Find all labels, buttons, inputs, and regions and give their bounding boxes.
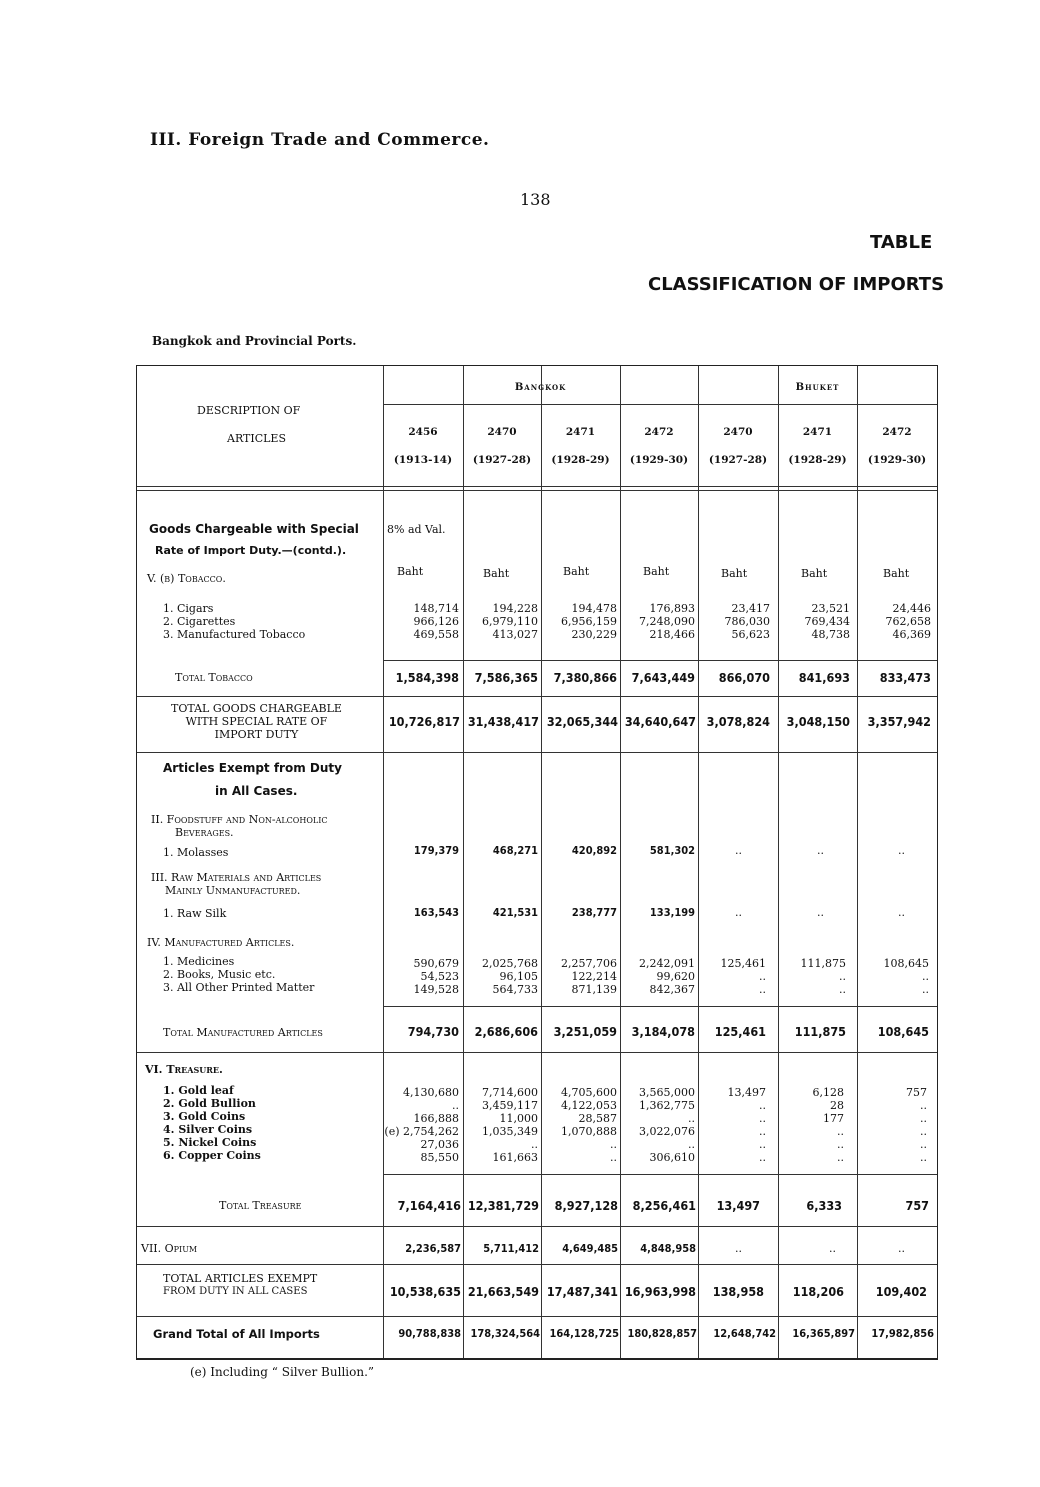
table-cell: .. [759,1138,766,1151]
table-cell: 48,738 [811,628,850,641]
table-cell: .. [837,1138,844,1151]
list-item: 5. Nickel Coins [163,1136,257,1149]
table-cell: 24,446 [892,602,931,615]
manuf-col-2 [463,957,538,996]
group-header-line [383,404,937,405]
table-cell: 842,367 [649,983,695,996]
manuf-col-3 [541,957,617,996]
tobacco-col-5 [698,602,770,641]
header-bottom-line-2 [137,490,937,491]
table-cell: 148,714 [413,602,459,615]
section-heading: III. Foreign Trade and Commerce. [150,130,490,150]
goods-special-title-1: Goods Chargeable with Special [149,522,359,536]
table-cell: 4,130,680 [403,1086,459,1099]
exempt-title-1: Articles Exempt from Duty [163,761,342,775]
tobacco-col-1 [383,602,459,641]
imports-table [136,365,938,1360]
manuf-heading: IV. Manufactured Articles. [147,936,295,949]
table-cell: 871,139 [571,983,617,996]
treasure-total-cell: 6,333 [806,1198,842,1213]
table-cell: .. [920,1125,927,1138]
grand-total-cell: 164,128,725 [549,1327,619,1340]
opium-cell: .. [829,1242,836,1255]
table-cell: .. [759,1125,766,1138]
col-period: (1928-29) [788,454,847,466]
tobacco-col-7 [857,602,931,641]
heading-line: III. Raw Materials and Articles [151,871,322,884]
unit-label: Baht [563,565,590,578]
footnote: (e) Including “ Silver Bullion.” [190,1365,375,1379]
raw-silk-cell: 421,531 [492,906,538,919]
table-cell: 28,587 [578,1112,617,1125]
table-cell: 4,122,053 [561,1099,617,1112]
table-cell: 2,242,091 [639,957,695,970]
table-cell: 1,362,775 [639,1099,695,1112]
unit-label: Baht [397,565,424,578]
grand-total-cell: 17,982,856 [871,1327,934,1340]
unit-label: Baht [801,567,828,580]
manuf-col-7 [857,957,929,996]
total-tobacco-cell: 7,586,365 [474,670,538,685]
table-cell: .. [759,970,766,983]
table-cell: (e) 2,754,262 [384,1125,459,1138]
rule [383,1174,937,1175]
molasses-cell: .. [735,844,742,857]
table-cell: 218,466 [649,628,695,641]
header-bottom-line [137,486,937,487]
raw-silk-cell: 238,777 [571,906,617,919]
treasure-total-cell: 12,381,729 [467,1198,539,1213]
list-item: 3. All Other Printed Matter [163,981,315,994]
table-label: TABLE [870,232,933,253]
treasure-col-7 [857,1086,927,1164]
manuf-items [163,955,314,994]
grand-total-cell: 90,788,838 [398,1327,461,1340]
treasure-total-cell: 757 [905,1198,929,1213]
col-period: (1928-29) [551,454,610,466]
table-cell: .. [920,1099,927,1112]
rule [137,1264,937,1265]
table-cell: 13,497 [727,1086,766,1099]
treasure-total-cell: 13,497 [716,1198,760,1213]
raw-silk-cell: .. [817,906,824,919]
label-line: TOTAL ARTICLES EXEMPT [163,1272,318,1285]
molasses-cell: .. [898,844,905,857]
table-cell: 96,105 [499,970,538,983]
total-exempt-cell: 109,402 [875,1284,927,1299]
list-item: 1. Medicines [163,955,235,968]
opium-cell: 5,711,412 [483,1242,539,1255]
table-cell: 6,979,110 [482,615,538,628]
col-period: (1929-30) [867,454,927,466]
group-bhuket: Bhuket [795,382,840,393]
manuf-col-1 [383,957,459,996]
label-line: IMPORT DUTY [214,728,299,741]
label-line: FROM DUTY IN ALL CASES [163,1286,308,1297]
table-cell: .. [837,1125,844,1138]
list-item: 4. Silver Coins [163,1123,253,1136]
goods-special-title-2: Rate of Import Duty.—(contd.). [155,544,347,557]
col-period: (1927-28) [708,454,768,466]
table-cell: 28 [830,1099,844,1112]
total-exempt-cell: 138,958 [712,1284,764,1299]
treasure-total-cell: 8,256,461 [632,1198,696,1213]
list-item: 1. Cigars [163,602,214,615]
table-cell: 590,679 [413,957,459,970]
total-tobacco-cell: 866,070 [718,670,770,685]
molasses-cell: 581,302 [649,844,695,857]
table-cell: 46,369 [892,628,931,641]
manuf-total-cell: 3,184,078 [631,1024,695,1039]
total-special-cell: 10,726,817 [388,714,460,729]
manuf-total-cell: 794,730 [407,1024,459,1039]
col-period: (1927-28) [472,454,532,466]
total-exempt-label [163,1272,317,1298]
table-cell: 769,434 [804,615,850,628]
table-cell: 6,956,159 [561,615,617,628]
table-cell: 7,714,600 [482,1086,538,1099]
tobacco-heading: V. (b) Tobacco. [147,572,226,585]
heading-line: Beverages. [175,826,234,839]
table-title: CLASSIFICATION OF IMPORTS [648,274,945,295]
table-cell: 413,027 [492,628,538,641]
list-item: 2. Books, Music etc. [163,968,276,981]
table-cell: 85,550 [420,1151,459,1164]
table-cell: 7,248,090 [639,615,695,628]
grand-total-cell: 12,648,742 [713,1327,776,1340]
manuf-total-cell: 2,686,606 [474,1024,538,1039]
total-tobacco-label: Total Tobacco [175,671,253,684]
table-cell: .. [839,983,846,996]
table-cell: .. [839,970,846,983]
total-tobacco-cell: 841,693 [798,670,850,685]
rule [137,1226,937,1227]
raw-silk-label: 1. Raw Silk [163,907,227,920]
treasure-col-2 [463,1086,538,1164]
table-cell: .. [759,1151,766,1164]
table-cell: 230,229 [571,628,617,641]
list-item: 3. Gold Coins [163,1110,246,1123]
table-cell: 2,025,768 [482,957,538,970]
total-exempt-cell: 21,663,549 [467,1284,539,1299]
ports-label: Bangkok and Provincial Ports. [152,334,357,348]
table-cell: 194,478 [571,602,617,615]
table-cell: 564,733 [492,983,538,996]
table-cell: 177 [823,1112,844,1125]
treasure-col-4 [620,1086,695,1164]
raw-silk-cell: .. [898,906,905,919]
unit-label: Baht [643,565,670,578]
tobacco-col-4 [620,602,695,641]
table-cell: .. [759,1112,766,1125]
manuf-total-label: Total Manufactured Articles [163,1026,323,1039]
col-period: (1913-14) [393,454,453,466]
tobacco-col-3 [541,602,617,641]
table-cell: 122,214 [571,970,617,983]
total-special-cell: 34,640,647 [624,714,696,729]
table-cell: .. [688,1138,695,1151]
table-cell: .. [922,983,929,996]
table-cell: 6,128 [812,1086,844,1099]
col-year: 2456 [408,426,438,438]
table-cell: 99,620 [656,970,695,983]
opium-cell: 2,236,587 [405,1242,461,1255]
list-item: 3. Manufactured Tobacco [163,628,306,641]
total-tobacco-cell: 7,643,449 [631,670,695,685]
table-cell: .. [920,1138,927,1151]
manuf-total-cell: 3,251,059 [553,1024,617,1039]
raw-silk-cell: .. [735,906,742,919]
col-period: (1929-30) [629,454,689,466]
manuf-col-5 [698,957,766,996]
table-cell: 108,645 [883,957,929,970]
raw-heading [151,871,321,897]
table-cell: 176,893 [649,602,695,615]
table-cell: 3,565,000 [639,1086,695,1099]
treasure-col-5 [698,1086,766,1164]
total-tobacco-cell: 7,380,866 [553,670,617,685]
table-cell: .. [837,1151,844,1164]
table-cell: 966,126 [413,615,459,628]
col-year: 2470 [487,426,517,438]
raw-silk-cell: 133,199 [649,906,695,919]
table-cell: 23,417 [731,602,770,615]
list-item: 2. Gold Bullion [163,1097,256,1110]
table-cell: .. [610,1151,617,1164]
table-cell: 56,623 [731,628,770,641]
molasses-label: 1. Molasses [163,846,229,859]
page-number: 138 [520,190,551,209]
col-year: 2472 [644,426,674,438]
exempt-title-2: in All Cases. [215,784,298,798]
table-cell: .. [920,1112,927,1125]
table-cell: .. [688,1112,695,1125]
opium-cell: .. [735,1242,742,1255]
unit-label: Baht [483,567,510,580]
opium-cell: 4,649,485 [562,1242,618,1255]
manuf-total-cell: 125,461 [714,1024,766,1039]
foodstuff-heading [151,813,328,839]
list-item: 6. Copper Coins [163,1149,261,1162]
grand-total-cell: 178,324,564 [470,1327,540,1340]
tobacco-col-6 [778,602,850,641]
table-cell: 306,610 [649,1151,695,1164]
table-cell: 111,875 [800,957,846,970]
table-cell: 54,523 [420,970,459,983]
molasses-cell: 420,892 [571,844,617,857]
label-line: WITH SPECIAL RATE OF [185,715,328,728]
table-cell: 786,030 [724,615,770,628]
total-special-cell: 3,078,824 [706,714,770,729]
total-tobacco-cell: 833,473 [879,670,931,685]
total-special-label [171,702,342,741]
grand-total-cell: 180,828,857 [627,1327,697,1340]
opium-cell: .. [898,1242,905,1255]
grand-total-cell: 16,365,897 [792,1327,855,1340]
table-cell: 3,459,117 [482,1099,538,1112]
opium-cell: 4,848,958 [640,1242,696,1255]
col-year: 2471 [802,426,833,438]
rate-note: 8% ad Val. [387,523,446,536]
raw-silk-cell: 163,543 [413,906,459,919]
table-cell: 3,022,076 [639,1125,695,1138]
total-special-cell: 3,048,150 [786,714,850,729]
tobacco-col-2 [463,602,538,641]
unit-label: Baht [721,567,748,580]
table-cell: 2,257,706 [561,957,617,970]
total-exempt-cell: 17,487,341 [546,1284,618,1299]
table-cell: 1,070,888 [561,1125,617,1138]
heading-line: II. Foodstuff and Non-alcoholic [151,813,328,826]
table-cell: 762,658 [885,615,931,628]
label-line: TOTAL GOODS CHARGEABLE [171,702,342,715]
col-year: 2472 [882,426,912,438]
table-cell: 125,461 [720,957,766,970]
total-tobacco-cell: 1,584,398 [395,670,459,685]
manuf-col-4 [620,957,695,996]
table-cell: .. [759,1099,766,1112]
table-cell: 166,888 [413,1112,459,1125]
manuf-total-cell: 108,645 [877,1024,929,1039]
header-description-2: ARTICLES [227,432,287,445]
treasure-col-6 [778,1086,844,1164]
table-cell: .. [759,983,766,996]
grand-total-label: Grand Total of All Imports [153,1327,320,1341]
molasses-cell: 468,271 [492,844,538,857]
col-year: 2470 [723,426,753,438]
table-cell: 1,035,349 [482,1125,538,1138]
table-cell: 194,228 [492,602,538,615]
manuf-total-cell: 111,875 [794,1024,846,1039]
table-cell: 469,558 [413,628,459,641]
table-cell: 757 [906,1086,927,1099]
rule [137,752,937,753]
rule [137,696,937,697]
list-item: 1. Gold leaf [163,1084,234,1097]
treasure-items [163,1084,261,1162]
treasure-heading: VI. Treasure. [145,1063,223,1076]
table-cell: .. [922,970,929,983]
rule [137,1316,937,1317]
unit-label: Baht [883,567,910,580]
table-cell: 149,528 [413,983,459,996]
table-cell: .. [610,1138,617,1151]
table-cell: 11,000 [499,1112,538,1125]
table-cell: 161,663 [492,1151,538,1164]
treasure-col-1 [377,1086,459,1164]
total-exempt-cell: 118,206 [792,1284,844,1299]
treasure-total-cell: 8,927,128 [554,1198,618,1213]
col-year: 2471 [565,426,596,438]
header-description-1: DESCRIPTION OF [197,404,301,417]
rule [383,1006,937,1007]
table-cell: .. [920,1151,927,1164]
molasses-cell: .. [817,844,824,857]
manuf-col-6 [778,957,846,996]
treasure-col-3 [541,1086,617,1164]
total-exempt-cell: 10,538,635 [389,1284,461,1299]
opium-label: VII. Opium [141,1242,198,1255]
total-special-cell: 32,065,344 [546,714,618,729]
treasure-total-cell: 7,164,416 [397,1198,461,1213]
total-special-cell: 3,357,942 [867,714,931,729]
table-cell: 23,521 [811,602,850,615]
total-exempt-cell: 16,963,998 [624,1284,696,1299]
heading-line: Mainly Unmanufactured. [165,884,301,897]
table-cell: 27,036 [420,1138,459,1151]
treasure-total-label: Total Treasure [219,1199,302,1212]
molasses-cell: 179,379 [413,844,459,857]
table-cell: .. [531,1138,538,1151]
total-special-cell: 31,438,417 [467,714,539,729]
list-item: 2. Cigarettes [163,615,236,628]
rule [137,1052,937,1053]
rule [383,660,937,661]
group-bangkok: Bangkok [514,382,567,393]
table-cell: .. [452,1099,459,1112]
table-cell: 4,705,600 [561,1086,617,1099]
tobacco-items [163,602,305,641]
